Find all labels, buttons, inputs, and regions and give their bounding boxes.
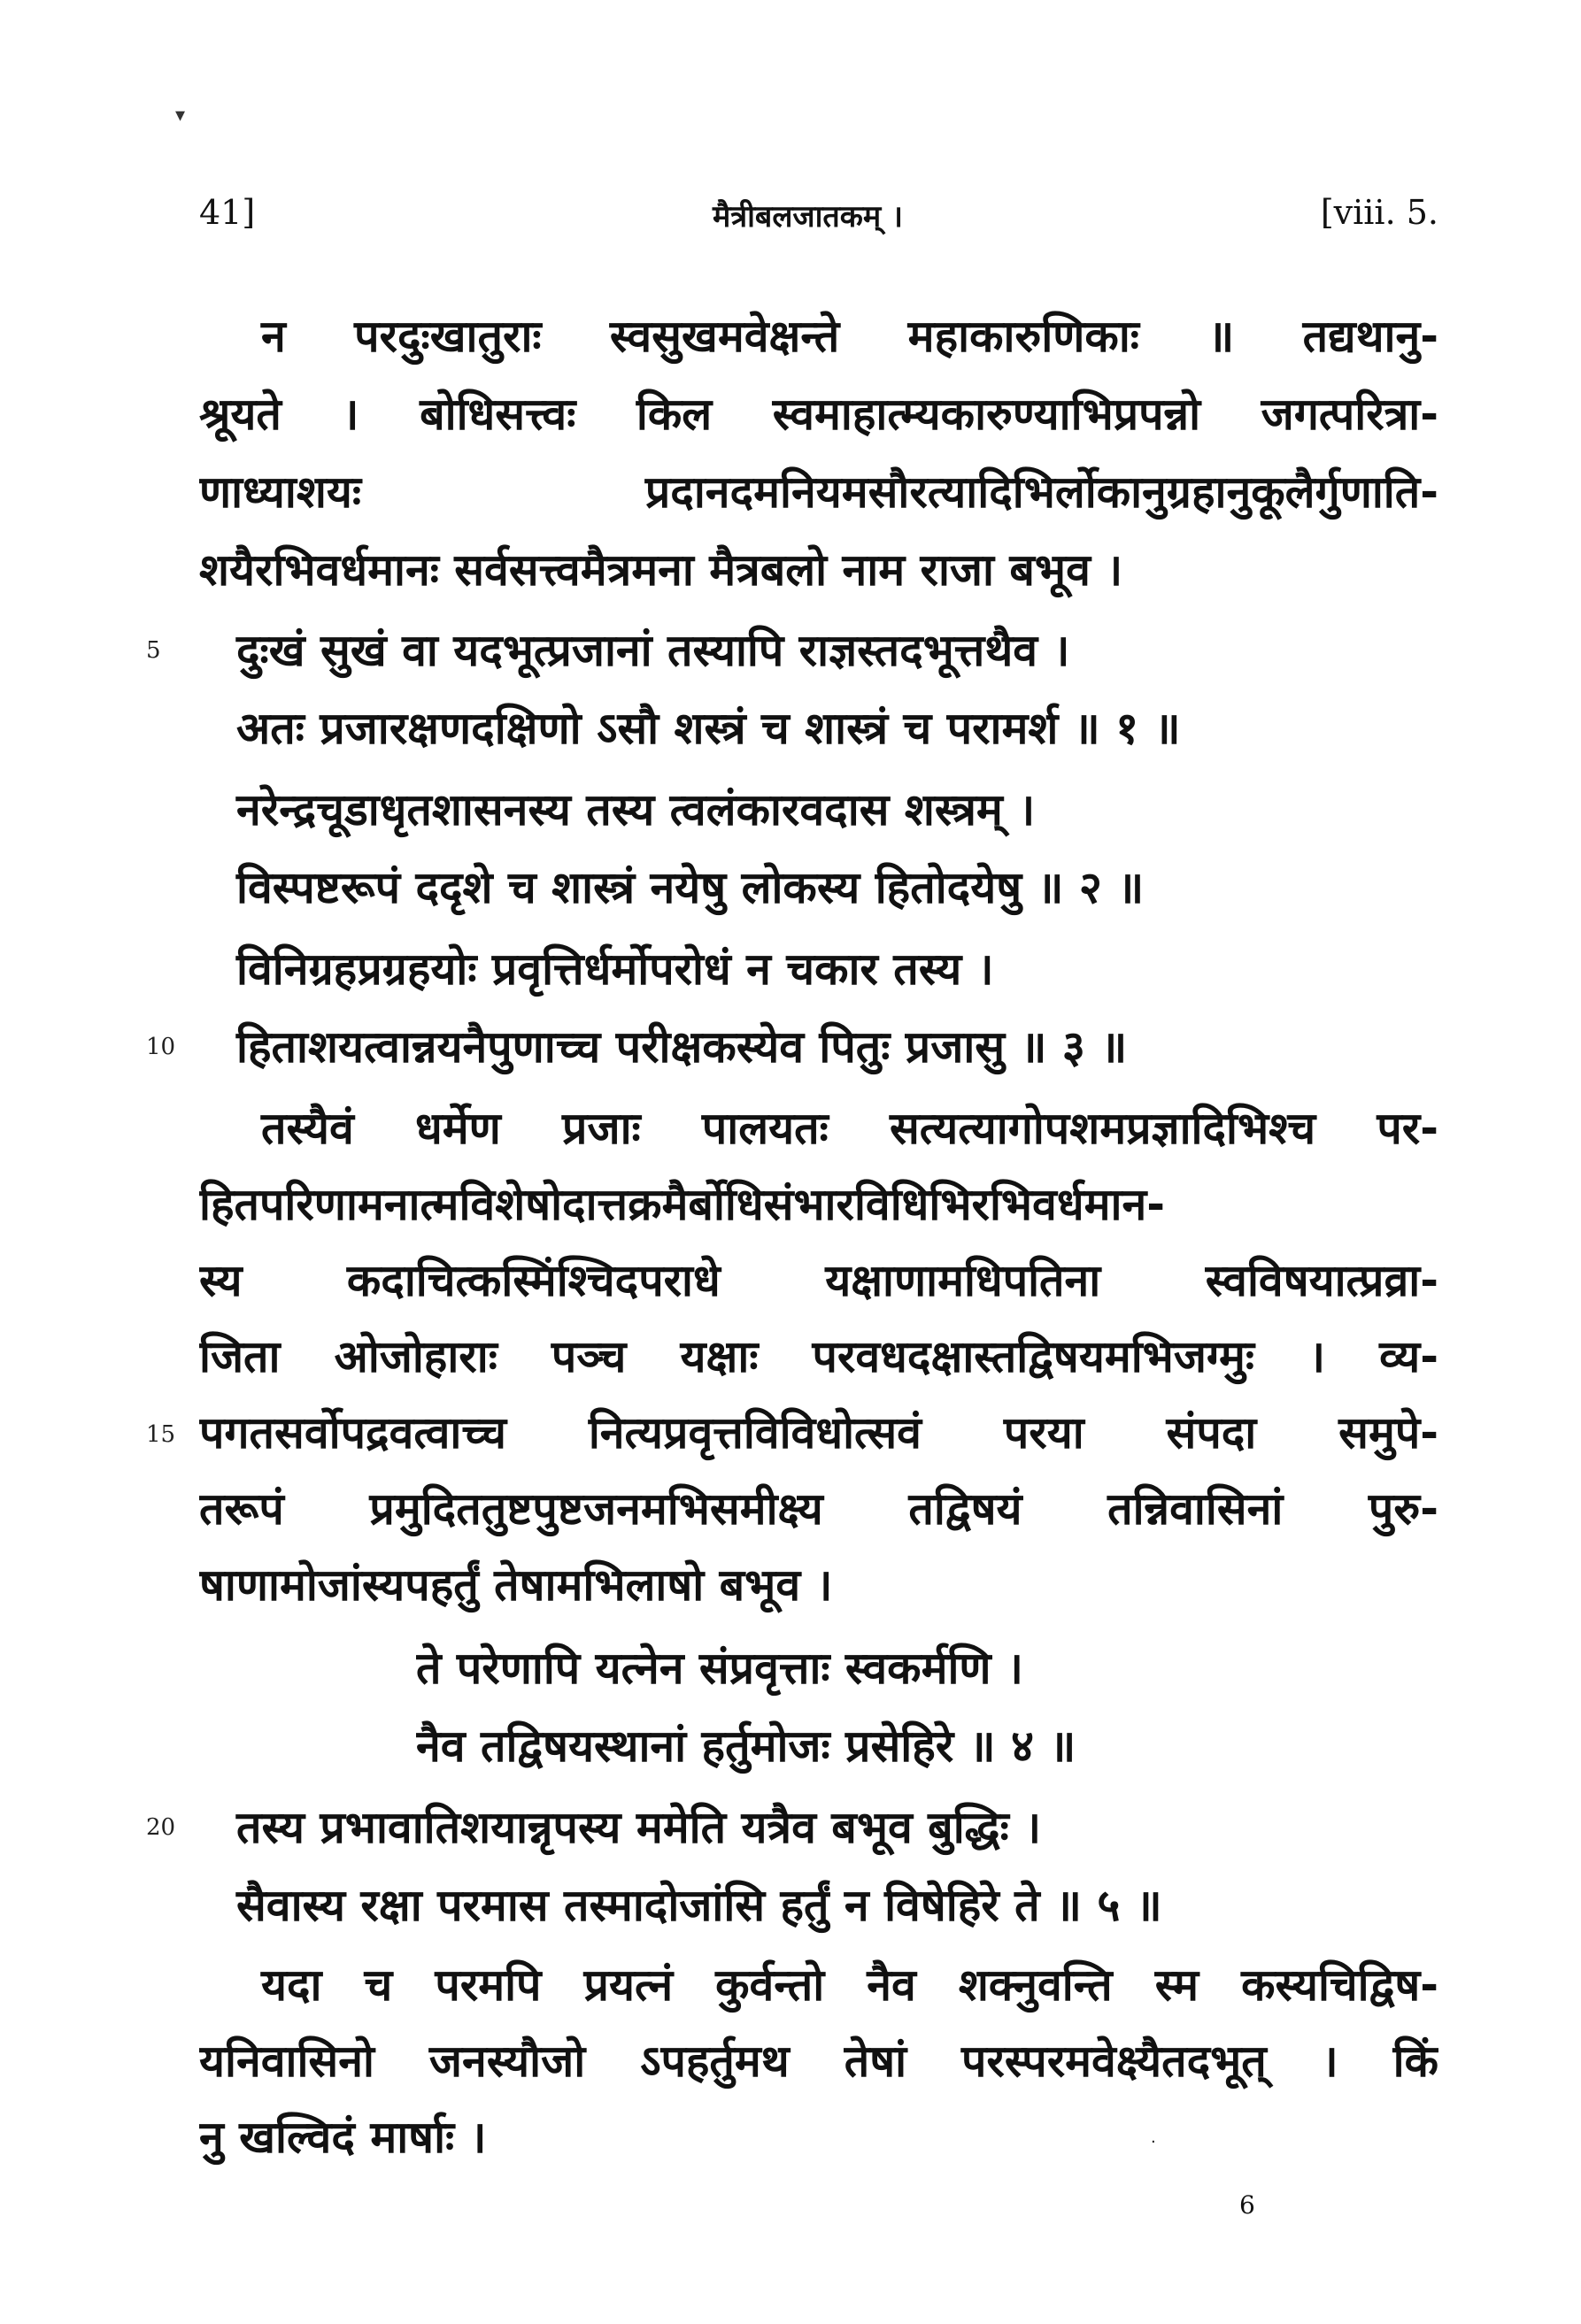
line-number: 15 bbox=[146, 1421, 176, 1448]
prose-line: जिता ओजोहाराः पञ्च यक्षाः परवधदक्षास्तद्विषयमभिजग्मुः । व्य- bbox=[199, 1331, 1438, 1382]
prose-line: शयैरभिवर्धमानः सर्वसत्त्वमैत्रमना मैत्रबलो नाम राजा बभूव । bbox=[199, 544, 1123, 596]
section-reference: [viii. 5. bbox=[1320, 193, 1438, 232]
verse-line: हिताशयत्वान्नयनैपुणाच्च परीक्षकस्येव पितुः प्रजासु ॥ ३ ॥ bbox=[236, 1021, 1128, 1073]
running-header bbox=[199, 193, 1438, 246]
verse-line: विनिग्रहप्रग्रहयोः प्रवृत्तिर्धर्मोपरोधं न चकार तस्य । bbox=[236, 943, 994, 995]
prose-line: यदा च परमपि प्रयत्नं कुर्वन्तो नैव शक्नुवन्ति स्म कस्यचिद्विष- bbox=[261, 1959, 1438, 2011]
verse-line: नैव तद्विषयस्थानां हर्तुमोजः प्रसेहिरे ॥ ४ ॥ bbox=[416, 1720, 1076, 1772]
running-title: मैत्रीबलजातकम् । bbox=[713, 199, 903, 235]
prose-line: तस्यैवं धर्मेण प्रजाः पालयतः सत्यत्यागोपशमप्रज्ञादिभिश्च पर- bbox=[261, 1103, 1438, 1154]
verse-line: सैवास्य रक्षा परमास तस्मादोजांसि हर्तुं न विषेहिरे ते ॥ ५ ॥ bbox=[236, 1880, 1162, 1931]
verse-line: ते परेणापि यत्नेन संप्रवृत्ताः स्वकर्मणि । bbox=[416, 1643, 1023, 1694]
verse-line: विस्पष्टरूपं ददृशे च शास्त्रं नयेषु लोकस्य हितोदयेषु ॥ २ ॥ bbox=[236, 862, 1145, 913]
prose-line: नु खल्विदं मार्षाः । bbox=[199, 2112, 487, 2163]
line-number: 5 bbox=[146, 637, 161, 664]
verse-line: नरेन्द्रचूडाधृतशासनस्य तस्य त्वलंकारवदास शस्त्रम् । bbox=[236, 784, 1036, 835]
prose-line: श्रूयते । बोधिसत्त्वः किल स्वमाहात्म्यकारुण्याभिप्रपन्नो जगत्परित्रा- bbox=[199, 389, 1438, 440]
speck-mark: · bbox=[1151, 2133, 1156, 2151]
prose-line: यनिवासिनो जनस्यौजो ऽपहर्तुमथ तेषां परस्परमवेक्ष्यैतदभूत् । किं bbox=[199, 2035, 1438, 2087]
folio-number: 6 bbox=[1239, 2190, 1255, 2220]
line-number: 20 bbox=[146, 1814, 176, 1841]
prose-line: स्य कदाचित्कस्मिंश्चिदपराधे यक्षाणामधिपतिना स्वविषयात्प्रव्रा- bbox=[199, 1255, 1438, 1306]
verse-line: अतः प्रजारक्षणदक्षिणो ऽसौ शस्त्रं च शास्त्रं च परामर्श ॥ १ ॥ bbox=[236, 703, 1181, 754]
verse-line: तस्य प्रभावातिशयान्नृपस्य ममेति यत्रैव बभूव बुद्धिः । bbox=[236, 1802, 1042, 1853]
prose-line: षाणामोजांस्यपहर्तुं तेषामभिलाषो बभूव । bbox=[199, 1559, 833, 1611]
prose-line: हितपरिणामनात्मविशेषोदात्तक्रमैर्बोधिसंभारविधिभिरभिवर्धमान- bbox=[199, 1179, 1165, 1230]
line-number: 10 bbox=[146, 1034, 176, 1060]
prose-line: न परदुःखातुराः स्वसुखमवेक्षन्ते महाकारुणिकाः ॥ तद्यथानु- bbox=[261, 311, 1438, 362]
prose-line: णाध्याशयः प्रदानदमनियमसौरत्यादिभिर्लोकानुग्रहानुकूलैर्गुणाति- bbox=[199, 466, 1438, 518]
prose-line: तरूपं प्रमुदिततुष्टपुष्टजनमभिसमीक्ष्य तद्विषयं तन्निवासिनां पुरु- bbox=[199, 1483, 1438, 1535]
prose-line: पगतसर्वोपद्रवत्वाच्च नित्यप्रवृत्तविविधोत्सवं परया संपदा समुपे- bbox=[199, 1407, 1438, 1458]
page-reference: 41] bbox=[199, 193, 256, 232]
verse-line: दुःखं सुखं वा यदभूत्प्रजानां तस्यापि राज्ञस्तदभूत्तथैव । bbox=[236, 625, 1070, 676]
margin-mark: ▾ bbox=[175, 104, 186, 127]
